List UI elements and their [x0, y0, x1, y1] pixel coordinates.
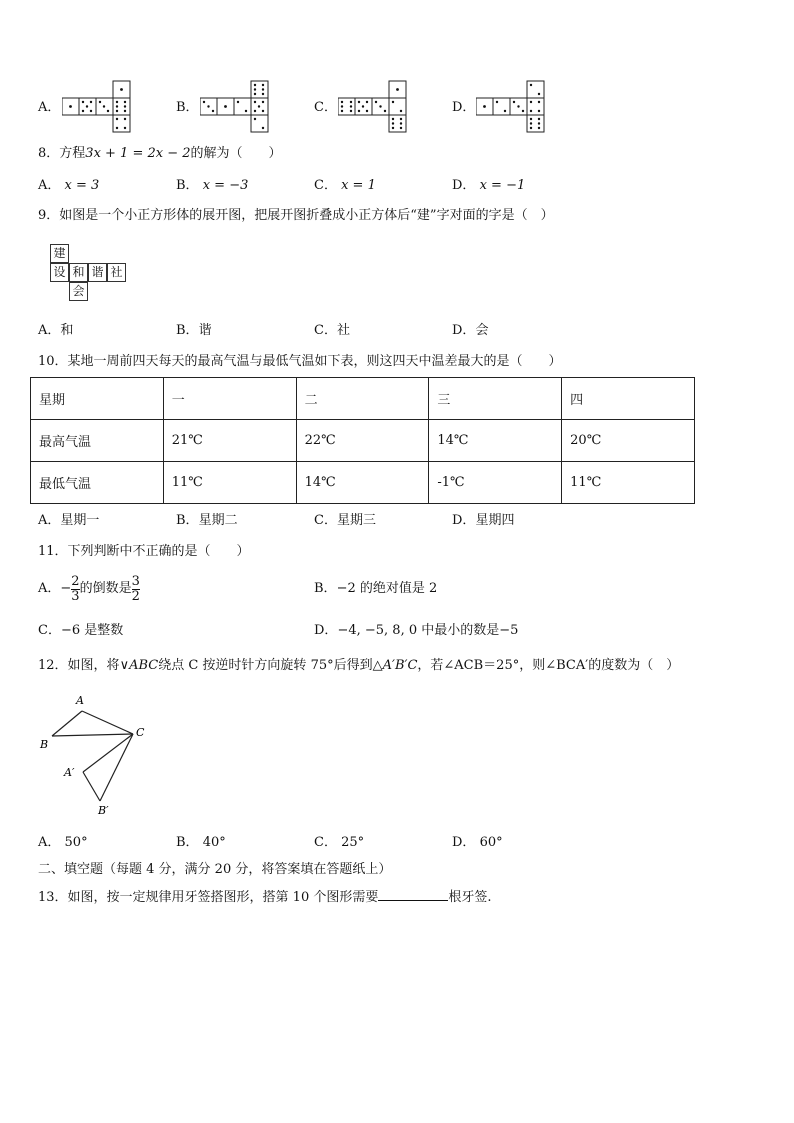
- q12-number: 12．: [38, 658, 68, 673]
- q12-option-d: D． 60°: [452, 835, 503, 850]
- q12-segment-b1c: [100, 734, 133, 801]
- q7-option-c-label: C．: [314, 100, 337, 115]
- table-row: [31, 462, 695, 504]
- table-cell: 22℃: [296, 420, 429, 462]
- q10-stem: [38, 354, 562, 370]
- q9-text: 如图是一个小正方形体的展开图，把展开图折叠成小正方体后“建”字对面的字是（ ）: [59, 208, 554, 223]
- q7-option-b-label: B．: [176, 100, 199, 115]
- q13-number: 13．: [38, 890, 68, 905]
- dice-net-a-figure: [62, 80, 134, 135]
- q9-option-b: B．谐: [176, 323, 212, 338]
- q12-text-3: ，若∠ACB＝25°，则∠BCA′的度数为（ ）: [417, 658, 680, 673]
- q11-option-a-mid: 的倒数是: [79, 581, 132, 596]
- section-2-title: 二、填空题（每题 4 分，满分 20 分，将答案填在答题纸上）: [38, 862, 392, 877]
- q12-label-c: C: [136, 726, 145, 739]
- q11-option-a-sign: −: [60, 581, 72, 596]
- q9-net-bottom: 会: [69, 282, 88, 301]
- q9-net-cell-3: 谐: [88, 263, 107, 282]
- q8-option-a: A． x = 3: [38, 178, 100, 193]
- table-cell: 一: [163, 378, 296, 420]
- q12-option-b: B． 40°: [176, 835, 226, 850]
- q11-stem: [38, 544, 250, 560]
- q9-option-d: D．会: [452, 323, 489, 338]
- table-cell: 14℃: [429, 420, 562, 462]
- q11-option-c: C．−6 是整数: [38, 623, 124, 638]
- q12-segment-ac: [82, 711, 133, 734]
- q10-option-c: C．星期三: [314, 513, 376, 528]
- q11-number: 11．: [38, 544, 68, 559]
- q12-text-1: 如图，将: [67, 658, 120, 673]
- table-cell: 二: [296, 378, 429, 420]
- q8-option-d: D． x = −1: [452, 178, 526, 193]
- q12-option-c: C． 25°: [314, 835, 365, 850]
- q8-option-b: B． x = −3: [176, 178, 249, 193]
- table-cell: 三: [429, 378, 562, 420]
- q11-option-d: D．−4, −5, 8, 0 中最小的数是−5: [314, 623, 519, 638]
- q8-text-after: 的解为（ ）: [190, 146, 282, 161]
- q9-stem: [38, 208, 554, 224]
- q10-option-a: A．星期一: [38, 513, 100, 528]
- q9-net-cell-1: 设: [50, 263, 69, 282]
- q12-label-b: B: [40, 738, 49, 751]
- dice-net-d-figure: [476, 80, 548, 135]
- q11-option-a: [38, 571, 140, 607]
- q12-option-a: A． 50°: [38, 835, 88, 850]
- table-cell: 最高气温: [31, 420, 164, 462]
- table-cell: 20℃: [562, 420, 695, 462]
- q11-option-b: B．−2 的绝对值是 2: [314, 581, 438, 596]
- q12-stem: [38, 658, 679, 674]
- q10-option-d: D．星期四: [452, 513, 515, 528]
- q11-fraction-2: $\frac{3}{2}$: [131, 573, 140, 604]
- table-cell: -1℃: [429, 462, 562, 504]
- q9-number: 9．: [38, 208, 60, 223]
- q10-text: 某地一周前四天每天的最高气温与最低气温如下表，则这四天中温差最大的是（ ）: [67, 354, 562, 369]
- q12-segment-ab: [52, 711, 82, 736]
- q12-segment-a1b1: [83, 772, 100, 801]
- q10-number: 10．: [38, 354, 68, 369]
- q12-label-b-prime: B′: [98, 804, 109, 817]
- q9-net-cell-2: 和: [69, 263, 88, 282]
- q8-text-before: 方程: [59, 146, 86, 161]
- table-cell: 11℃: [562, 462, 695, 504]
- q8-equation: 3x + 1 = 2x − 2: [85, 146, 191, 161]
- table-cell: 11℃: [163, 462, 296, 504]
- q12-segment-bc: [52, 734, 133, 736]
- q7-option-d-label: D．: [452, 100, 476, 115]
- q9-option-c: C．社: [314, 323, 350, 338]
- q13-text-before: 如图，按一定规律用牙签搭图形，搭第 10 个图形需要: [67, 890, 379, 905]
- table-cell: 最低气温: [31, 462, 164, 504]
- q9-option-a: A．和: [38, 323, 74, 338]
- q10-temperature-table: [30, 377, 695, 504]
- table-row: [31, 420, 695, 462]
- q11-option-a-label: A．: [38, 581, 61, 596]
- q12-label-a-prime: A′: [64, 766, 75, 779]
- q8-option-c: C． x = 1: [314, 178, 376, 193]
- q13-stem: [38, 888, 492, 906]
- table-row: [31, 378, 695, 420]
- q10-option-b: B．星期二: [176, 513, 238, 528]
- q8-number: 8．: [38, 146, 60, 161]
- table-cell: 星期: [31, 378, 164, 420]
- q11-fraction-1: $\frac{2}{3}$: [71, 573, 80, 604]
- q11-text: 下列判断中不正确的是（ ）: [67, 544, 250, 559]
- q12-triangle-2: △A′B′C: [372, 658, 418, 673]
- table-cell: 14℃: [296, 462, 429, 504]
- table-cell: 21℃: [163, 420, 296, 462]
- table-cell: 四: [562, 378, 695, 420]
- q12-rotation-figure: [36, 690, 156, 820]
- q12-triangle-1: ∨ABC: [119, 658, 159, 673]
- q9-net-top: 建: [50, 244, 69, 263]
- q7-option-a-label: A．: [38, 100, 61, 115]
- q13-answer-blank[interactable]: [378, 888, 448, 901]
- q12-segment-a1c: [83, 734, 133, 772]
- dice-net-b-figure: [200, 80, 272, 135]
- q9-net-cell-4: 社: [107, 263, 126, 282]
- q13-text-after: 根牙签.: [448, 890, 492, 905]
- q8-stem: [38, 146, 282, 162]
- q12-label-a: A: [76, 694, 84, 707]
- q12-text-2: 绕点 C 按逆时针方向旋转 75°后得到: [158, 658, 373, 673]
- dice-net-c-figure: [338, 80, 410, 135]
- q9-cube-net: [50, 244, 140, 304]
